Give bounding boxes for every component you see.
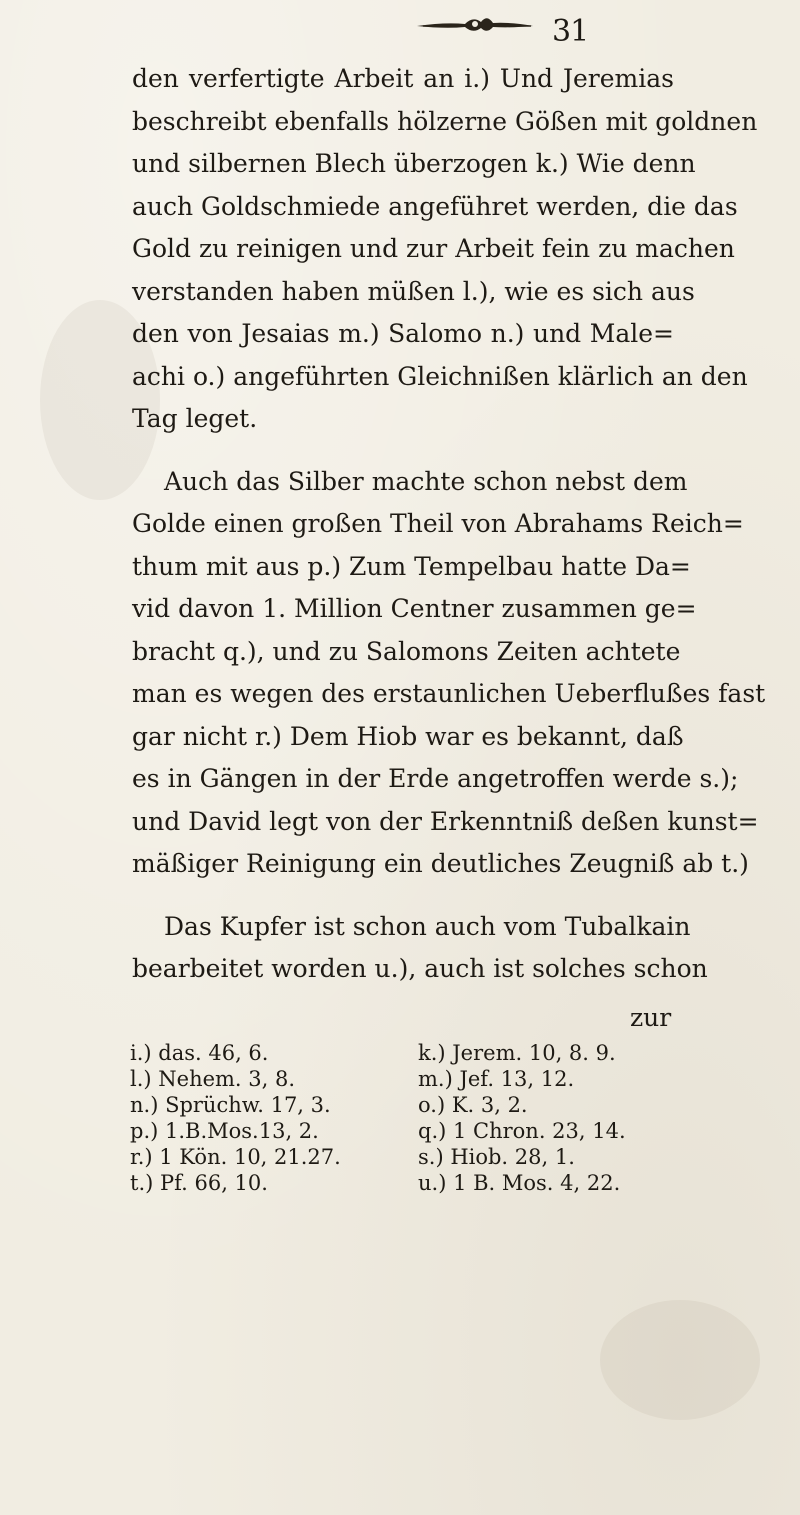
text-line: den von Jesaias m.) Salomo n.) und Male=: [132, 319, 674, 348]
text-line: Gold zu reinigen und zur Arbeit fein zu machen: [132, 234, 735, 263]
text-line: Das Kupfer ist schon auch vom Tubalkain: [164, 911, 691, 941]
text-line: achi o.) angeführten Gleichnißen klärlich an den: [132, 361, 748, 391]
footnote: o.) K. 3, 2.: [418, 1093, 528, 1117]
page-number: 31: [552, 14, 589, 49]
footnote: u.) 1 B. Mos. 4, 22.: [418, 1171, 621, 1195]
footnote: i.) das. 46, 6.: [130, 1041, 269, 1065]
footnote: m.) Jef. 13, 12.: [418, 1067, 575, 1091]
footnote: p.) 1.B.Mos.13, 2.: [130, 1119, 319, 1143]
footnote: l.) Nehem. 3, 8.: [130, 1067, 296, 1091]
footnote: t.) Pf. 66, 10.: [130, 1171, 268, 1195]
footnotes-right-column: [418, 1040, 690, 1196]
text-line: man es wegen des erstaunlichen Ueberflußes fast: [132, 679, 766, 708]
footnote: r.) 1 Kön. 10, 21.27.: [130, 1145, 341, 1169]
text-line: vid davon 1. Million Centner zusammen ge=: [132, 594, 697, 623]
text-line: mäßiger Reinigung ein deutliches Zeugniß ab t.): [132, 849, 749, 878]
text-line: verstanden haben müßen l.), wie es sich aus: [132, 276, 695, 306]
paragraph-2: [132, 461, 766, 886]
paragraph-gap: [132, 441, 674, 461]
text-line: bearbeitet worden u.), auch ist solches schon: [132, 954, 708, 983]
printer-ornament-icon: [415, 10, 535, 38]
paragraph-gap: [132, 886, 674, 906]
paragraph-1: [132, 58, 758, 441]
footnotes-left-column: [130, 1040, 380, 1196]
footnote: n.) Sprüchw. 17, 3.: [130, 1093, 331, 1117]
footnote: q.) 1 Chron. 23, 14.: [418, 1119, 626, 1143]
text-line: beschreibt ebenfalls hölzerne Gößen mit goldnen: [132, 106, 758, 136]
paper-stain: [600, 1300, 760, 1420]
text-line: Tag leget.: [132, 404, 258, 433]
catchword: zur: [630, 1003, 672, 1032]
text-line: und David legt von der Erkenntniß deßen kunst=: [132, 806, 759, 836]
paragraph-3: [132, 906, 708, 991]
footnote: s.) Hiob. 28, 1.: [418, 1145, 575, 1169]
text-line: gar nicht r.) Dem Hiob war es bekannt, daß: [132, 721, 684, 751]
text-line: thum mit aus p.) Zum Tempelbau hatte Da=: [132, 551, 691, 581]
text-line: und silbernen Blech überzogen k.) Wie denn: [132, 149, 696, 178]
text-line: Auch das Silber machte schon nebst dem: [164, 466, 688, 496]
text-line: auch Goldschmiede angeführet werden, die das: [132, 191, 738, 221]
text-line: bracht q.), und zu Salomons Zeiten achtete: [132, 636, 681, 666]
body-text: [132, 58, 766, 991]
text-line: Golde einen großen Theil von Abrahams Reich=: [132, 509, 744, 538]
text-line: es in Gängen in der Erde angetroffen werde s.);: [132, 764, 739, 793]
text-line: den verfertigte Arbeit an i.) Und Jeremias: [132, 64, 674, 93]
footnote: k.) Jerem. 10, 8. 9.: [418, 1041, 616, 1065]
